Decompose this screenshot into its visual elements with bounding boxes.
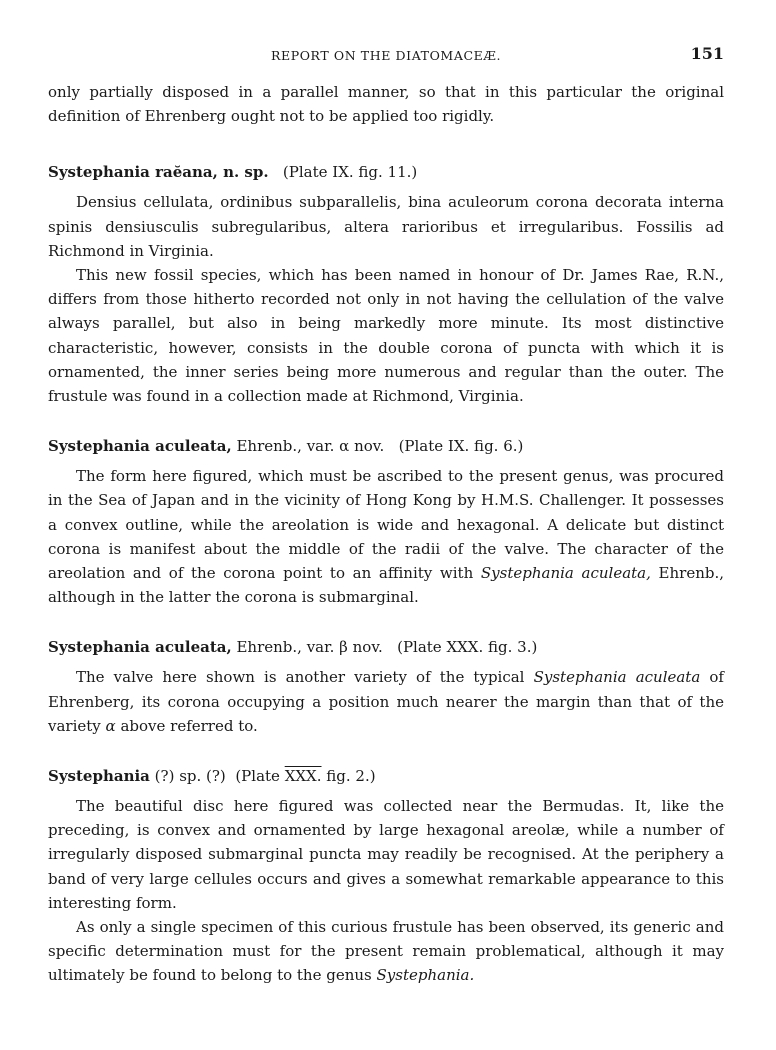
italic-genus: Systephania. bbox=[376, 966, 475, 985]
page-number: 151 bbox=[690, 44, 724, 63]
paragraph-text: The form here figured, which must be ascribed to the present genus, was procured in the Sea of Japan and in the vicinity of Hong Kong by H.M.S. Challenger. It possesses a convex outline, while the areolation is wide and hexagonal. A delicate but distinct corona is manifest about the middle of the radii of the valve. The character of the areolation and of the corona point to an affinity with bbox=[48, 467, 724, 583]
taxon-authority: n. sp. bbox=[217, 163, 269, 182]
paragraph-text: As only a single specimen of this curious frustule has been observed, its generic and specific determination must for the present remain problematical, although it may ultimately be found to belong to the genus bbox=[48, 918, 724, 985]
intro-paragraph: only partially disposed in a parallel manner, so that in this particular the original definition of Ehrenberg ought not to be applied too rigidly. bbox=[48, 83, 724, 126]
section-heading-systephania-sp bbox=[48, 764, 724, 788]
taxon-name: Systephania aculeata, bbox=[48, 638, 232, 657]
latin-description: Densius cellulata, ordinibus subparallelis, bina aculeorum corona decorata interna spinis densiusculis subregularibus, altera rarioribus et irregularibus. Fossilis ad Richmond in Virginia. bbox=[48, 193, 724, 260]
italic-variety: α bbox=[105, 716, 116, 735]
plate-ref-close: fig. 2.) bbox=[321, 767, 376, 786]
paragraph-text: The valve here shown is another variety of the typical bbox=[76, 668, 534, 687]
paragraph-text: of Ehrenberg, its corona occupying a position much nearer the margin than that of the variety bbox=[48, 668, 724, 735]
taxon-authority: Ehrenb., var. β nov. bbox=[231, 638, 383, 657]
description-paragraph-2 bbox=[48, 915, 724, 988]
paragraph-text: Ehrenb., although in the latter the corona is submarginal. bbox=[48, 564, 725, 607]
paragraph-text: above referred to. bbox=[115, 716, 258, 735]
plate-reference: (Plate IX. fig. 11.) bbox=[282, 163, 418, 182]
description-paragraph bbox=[48, 665, 724, 738]
taxon-name: Systephania raĕana, bbox=[48, 163, 218, 182]
section-heading-aculeata-beta bbox=[48, 635, 724, 659]
plate-ref-open: (Plate bbox=[235, 767, 285, 786]
taxon-authority: Ehrenb., var. α nov. bbox=[231, 437, 385, 456]
page bbox=[48, 36, 724, 988]
plate-reference: (Plate XXX. fig. 3.) bbox=[397, 638, 538, 657]
italic-taxon: Systephania aculeata, bbox=[480, 564, 651, 583]
description-paragraph: The beautiful disc here figured was collected near the Bermudas. It, like the preceding, is convex and ornamented by large hexagonal areolæ, while a number of irregularly disposed submarginal puncta may readily be recognised. At the periphery a band of very large cellules occurs and gives a somewhat remarkable appearance to this interesting form. bbox=[48, 797, 724, 912]
plate-reference bbox=[235, 767, 375, 785]
taxon-name: Systephania bbox=[48, 767, 150, 786]
plate-ref-numeral: XXX. bbox=[284, 767, 322, 786]
taxon-name: Systephania aculeata, bbox=[48, 437, 232, 456]
plate-reference: (Plate IX. fig. 6.) bbox=[398, 437, 524, 456]
description-paragraph: This new fossil species, which has been named in honour of Dr. James Rae, R.N., differs from those hitherto recorded not only in not having the cellulation of the valve always parallel, but also in being markedly more minute. Its most distinctive characteristic, however, consists in the double corona of puncta with which it is ornamented, the inner series being more numerous and regular than the outer. The frustule was found in a collection made at Richmond, Virginia. bbox=[48, 266, 724, 406]
section-heading-aculeata-alpha bbox=[48, 434, 724, 458]
taxon-authority: (?) sp. (?) bbox=[149, 767, 226, 786]
running-head: REPORT ON THE DIATOMACEÆ. bbox=[270, 48, 502, 63]
page-header bbox=[48, 36, 724, 66]
italic-taxon: Systephania aculeata bbox=[533, 668, 701, 687]
description-paragraph bbox=[48, 464, 724, 609]
section-heading-raeana bbox=[48, 160, 724, 184]
